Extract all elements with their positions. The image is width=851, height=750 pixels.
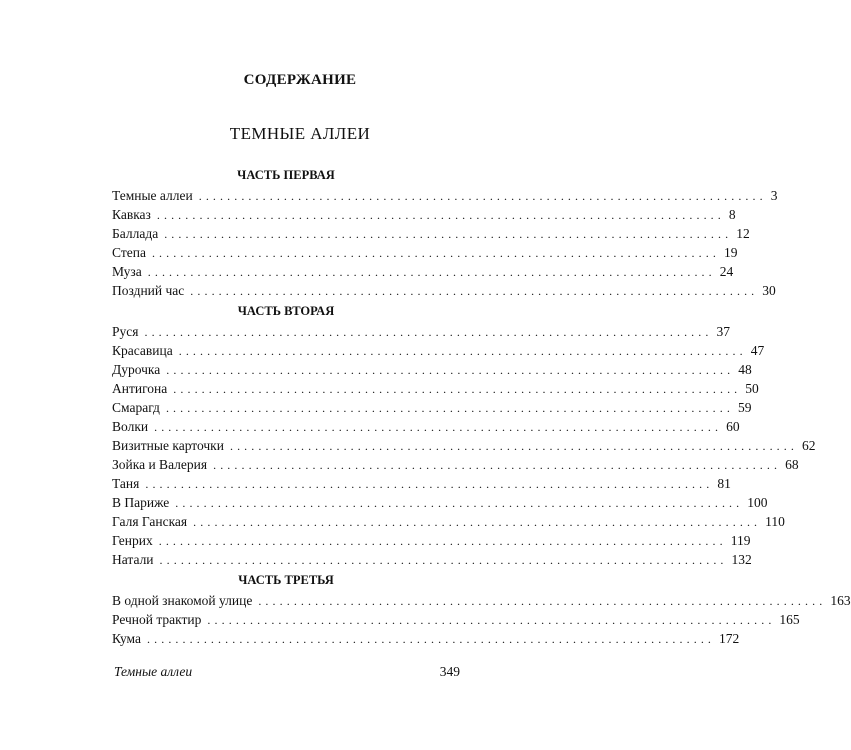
entry-title: Визитные карточки xyxy=(112,438,224,453)
entry-title: Дурочка xyxy=(112,362,161,377)
part-title: ЧАСТЬ ПЕРВАЯ xyxy=(237,168,335,182)
entry-title: Степа xyxy=(112,245,146,260)
toc-entry xyxy=(112,224,750,243)
toc-entry xyxy=(112,629,740,648)
entry-title: Кавказ xyxy=(112,207,151,222)
dot-leader: ................................................................................ xyxy=(229,439,798,453)
entry-page: 60 xyxy=(726,419,740,434)
entry-title: Галя Ганская xyxy=(112,514,188,529)
entry-page: 81 xyxy=(717,476,731,491)
entry-title: Кума xyxy=(112,631,142,646)
entry-title: Генрих xyxy=(112,533,153,548)
entry-title: Таня xyxy=(112,476,140,491)
dot-leader: ................................................................................ xyxy=(213,458,782,472)
toc-entry xyxy=(112,379,759,398)
page-number: 349 xyxy=(439,664,460,679)
book-title: ТЕМНЫЕ АЛЛЕИ xyxy=(229,124,371,143)
entry-page: 47 xyxy=(750,343,765,358)
entry-title: В Париже xyxy=(112,495,170,510)
entry-title: Красавица xyxy=(112,343,173,358)
entry-page: 68 xyxy=(785,457,799,472)
entry-page: 3 xyxy=(770,188,778,203)
toc-entry xyxy=(112,610,800,629)
dot-leader: ................................................................................ xyxy=(207,613,776,627)
dot-leader: ................................................................................ xyxy=(158,534,727,548)
part-title: ЧАСТЬ ВТОРАЯ xyxy=(237,304,335,318)
entry-page: 110 xyxy=(765,514,785,529)
entry-page: 19 xyxy=(723,245,738,260)
dot-leader: ................................................................................ xyxy=(151,246,720,260)
toc-entry xyxy=(112,493,768,512)
toc-entry xyxy=(112,512,785,531)
entry-page: 37 xyxy=(716,324,730,339)
part-title: ЧАСТЬ ТРЕТЬЯ xyxy=(238,573,334,587)
running-title: Темные аллеи xyxy=(114,664,193,679)
entry-page: 12 xyxy=(736,226,750,241)
toc-entry xyxy=(112,243,738,262)
dot-leader: ................................................................................ xyxy=(156,208,725,222)
entry-page: 24 xyxy=(719,264,734,279)
dot-leader: ................................................................................ xyxy=(154,420,723,434)
dot-leader: ................................................................................ xyxy=(145,477,714,491)
dot-leader: ................................................................................ xyxy=(144,325,713,339)
toc-entry xyxy=(112,322,730,341)
entry-page: 119 xyxy=(730,533,751,548)
dot-leader: ................................................................................ xyxy=(198,189,767,203)
toc-part-1 xyxy=(112,166,778,300)
entry-title: Смарагд xyxy=(112,400,160,415)
toc-entry xyxy=(112,398,752,417)
entry-title: Речной трактир xyxy=(112,612,202,627)
toc-entry xyxy=(112,281,776,300)
entry-page: 172 xyxy=(719,631,740,646)
toc-entry xyxy=(112,591,851,610)
entry-page: 100 xyxy=(747,495,768,510)
entry-title: Волки xyxy=(112,419,149,434)
toc-entry xyxy=(112,436,816,455)
dot-leader: ................................................................................ xyxy=(165,401,734,415)
toc-part-2 xyxy=(112,302,816,569)
entry-title: Муза xyxy=(112,264,142,279)
toc-entry xyxy=(112,341,765,360)
entry-page: 8 xyxy=(728,207,736,222)
entry-page: 59 xyxy=(737,400,752,415)
entry-page: 163 xyxy=(830,593,851,608)
entry-title: Антигона xyxy=(112,381,168,396)
toc-entry xyxy=(112,550,752,569)
dot-leader: ................................................................................ xyxy=(147,632,716,646)
entry-page: 50 xyxy=(745,381,759,396)
dot-leader: ................................................................................ xyxy=(190,284,759,298)
toc-entry xyxy=(112,474,731,493)
toc-entry xyxy=(112,186,778,205)
dot-leader: ................................................................................ xyxy=(166,363,735,377)
dot-leader: ................................................................................ xyxy=(159,553,728,567)
toc-entry xyxy=(112,531,751,550)
contents-heading: СОДЕРЖАНИЕ xyxy=(243,72,357,88)
entry-title: Баллада xyxy=(112,226,159,241)
entry-title: Темные аллеи xyxy=(112,188,193,203)
entry-title: Поздний час xyxy=(112,283,185,298)
entry-page: 62 xyxy=(801,438,816,453)
entry-page: 132 xyxy=(731,552,752,567)
toc-entry xyxy=(112,262,734,281)
toc-entry xyxy=(112,455,799,474)
entry-title: В одной знакомой улице xyxy=(112,593,253,608)
dot-leader: ................................................................................ xyxy=(175,496,744,510)
dot-leader: ................................................................................ xyxy=(193,515,762,529)
dot-leader: ................................................................................ xyxy=(173,382,742,396)
entry-page: 165 xyxy=(779,612,800,627)
dot-leader: ................................................................................ xyxy=(178,344,747,358)
entry-page: 48 xyxy=(738,362,752,377)
toc-entry xyxy=(112,417,740,436)
entry-title: Руся xyxy=(112,324,139,339)
dot-leader: ................................................................................ xyxy=(258,594,827,608)
entry-title: Зойка и Валерия xyxy=(112,457,208,472)
toc-entry xyxy=(112,360,752,379)
dot-leader: ................................................................................ xyxy=(164,227,733,241)
entry-title: Натали xyxy=(112,552,154,567)
toc-part-3 xyxy=(112,571,851,648)
entry-page: 30 xyxy=(762,283,776,298)
dot-leader: ................................................................................ xyxy=(147,265,716,279)
toc-entry xyxy=(112,205,736,224)
